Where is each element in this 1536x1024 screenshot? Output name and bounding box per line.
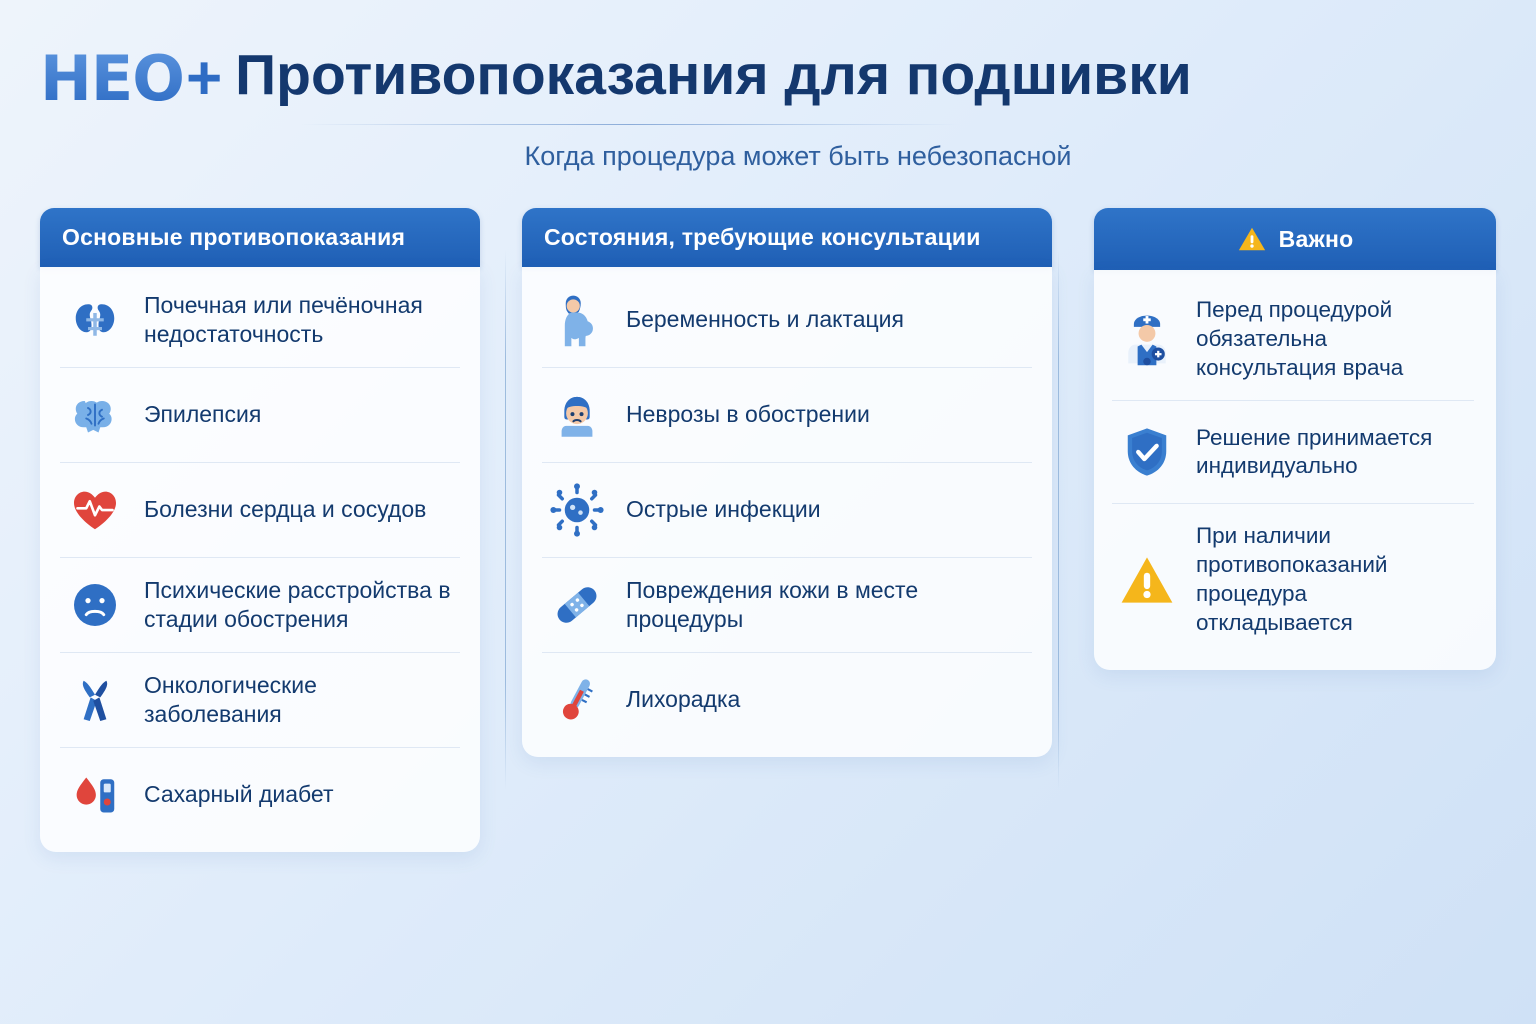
- list-item: [542, 463, 1032, 558]
- list-item-label: Болезни сердца и сосудов: [144, 496, 427, 523]
- list-item: [60, 463, 460, 558]
- blood-drop-glucometer-icon: [64, 764, 126, 826]
- card-header: [40, 208, 480, 267]
- column-divider: [1058, 250, 1059, 790]
- list-item-label: Сахарный диабет: [144, 781, 334, 808]
- brand-logo-text: HEO: [40, 42, 184, 115]
- list-item-label: Лихорадка: [626, 686, 741, 713]
- sad-face-icon: [64, 574, 126, 636]
- list-item-label: Неврозы в обострении: [626, 401, 870, 428]
- virus-icon: [546, 479, 608, 541]
- brand-logo: [40, 42, 222, 115]
- subtitle-block: [0, 124, 1536, 172]
- columns-container: [0, 172, 1536, 852]
- list-item-label: Перед процедурой обязательна консультация врача: [1196, 297, 1404, 380]
- card-title: Важно: [1278, 225, 1354, 252]
- bandage-icon: [546, 574, 608, 636]
- list-item: [542, 368, 1032, 463]
- card-body: [522, 267, 1052, 757]
- card-body: [1094, 270, 1496, 670]
- list-item-label: Острые инфекции: [626, 496, 821, 523]
- list-item-label: Эпилепсия: [144, 401, 262, 428]
- brand-logo-plus: +: [185, 44, 222, 113]
- list-item: [1112, 401, 1474, 504]
- heart-pulse-icon: [64, 479, 126, 541]
- shield-check-icon: [1116, 421, 1178, 483]
- header: [0, 0, 1536, 115]
- list-item: [60, 273, 460, 368]
- column-divider: [505, 250, 506, 790]
- awareness-ribbon-icon: [64, 669, 126, 731]
- list-item-label: Повреждения кожи в месте процедуры: [626, 576, 919, 632]
- list-item: [60, 748, 460, 842]
- pregnant-woman-icon: [546, 289, 608, 351]
- list-item: [60, 558, 460, 653]
- list-item-label: Решение принимается индивидуально: [1196, 424, 1433, 479]
- doctor-icon: [1116, 308, 1178, 370]
- list-item-label: Почечная или печёночная недостаточность: [144, 291, 423, 347]
- list-item-label: Психические расстройства в стадии обострения: [144, 576, 451, 632]
- card-main-contraindications: [40, 208, 480, 852]
- anxious-woman-icon: [546, 384, 608, 446]
- warning-triangle-icon: [1116, 549, 1178, 611]
- card-title: Основные противопоказания: [62, 224, 406, 250]
- page-subtitle: Когда процедура может быть небезопасной: [524, 141, 1072, 171]
- list-item-label: Беременность и лактация: [626, 306, 904, 333]
- thermometer-icon: [546, 669, 608, 731]
- list-item: [60, 653, 460, 748]
- list-item-label: При наличии противопоказаний процедура откладывается: [1196, 523, 1388, 635]
- brain-icon: [64, 384, 126, 446]
- card-header: [1094, 208, 1496, 270]
- list-item: [1112, 278, 1474, 401]
- list-item-label: Онкологические заболевания: [144, 671, 317, 727]
- kidneys-icon: [64, 289, 126, 351]
- card-body: [40, 267, 480, 852]
- title-divider: [300, 124, 960, 125]
- warning-triangle-icon: [1237, 224, 1267, 254]
- page-title: Противопоказания для подшивки: [235, 43, 1192, 107]
- list-item: [1112, 504, 1474, 655]
- list-item: [542, 558, 1032, 653]
- card-title: Состояния, требующие консультации: [544, 224, 981, 250]
- card-consultation-required: [522, 208, 1052, 757]
- card-header: [522, 208, 1052, 267]
- list-item: [542, 273, 1032, 368]
- list-item: [60, 368, 460, 463]
- list-item: [542, 653, 1032, 747]
- card-important: [1094, 208, 1496, 670]
